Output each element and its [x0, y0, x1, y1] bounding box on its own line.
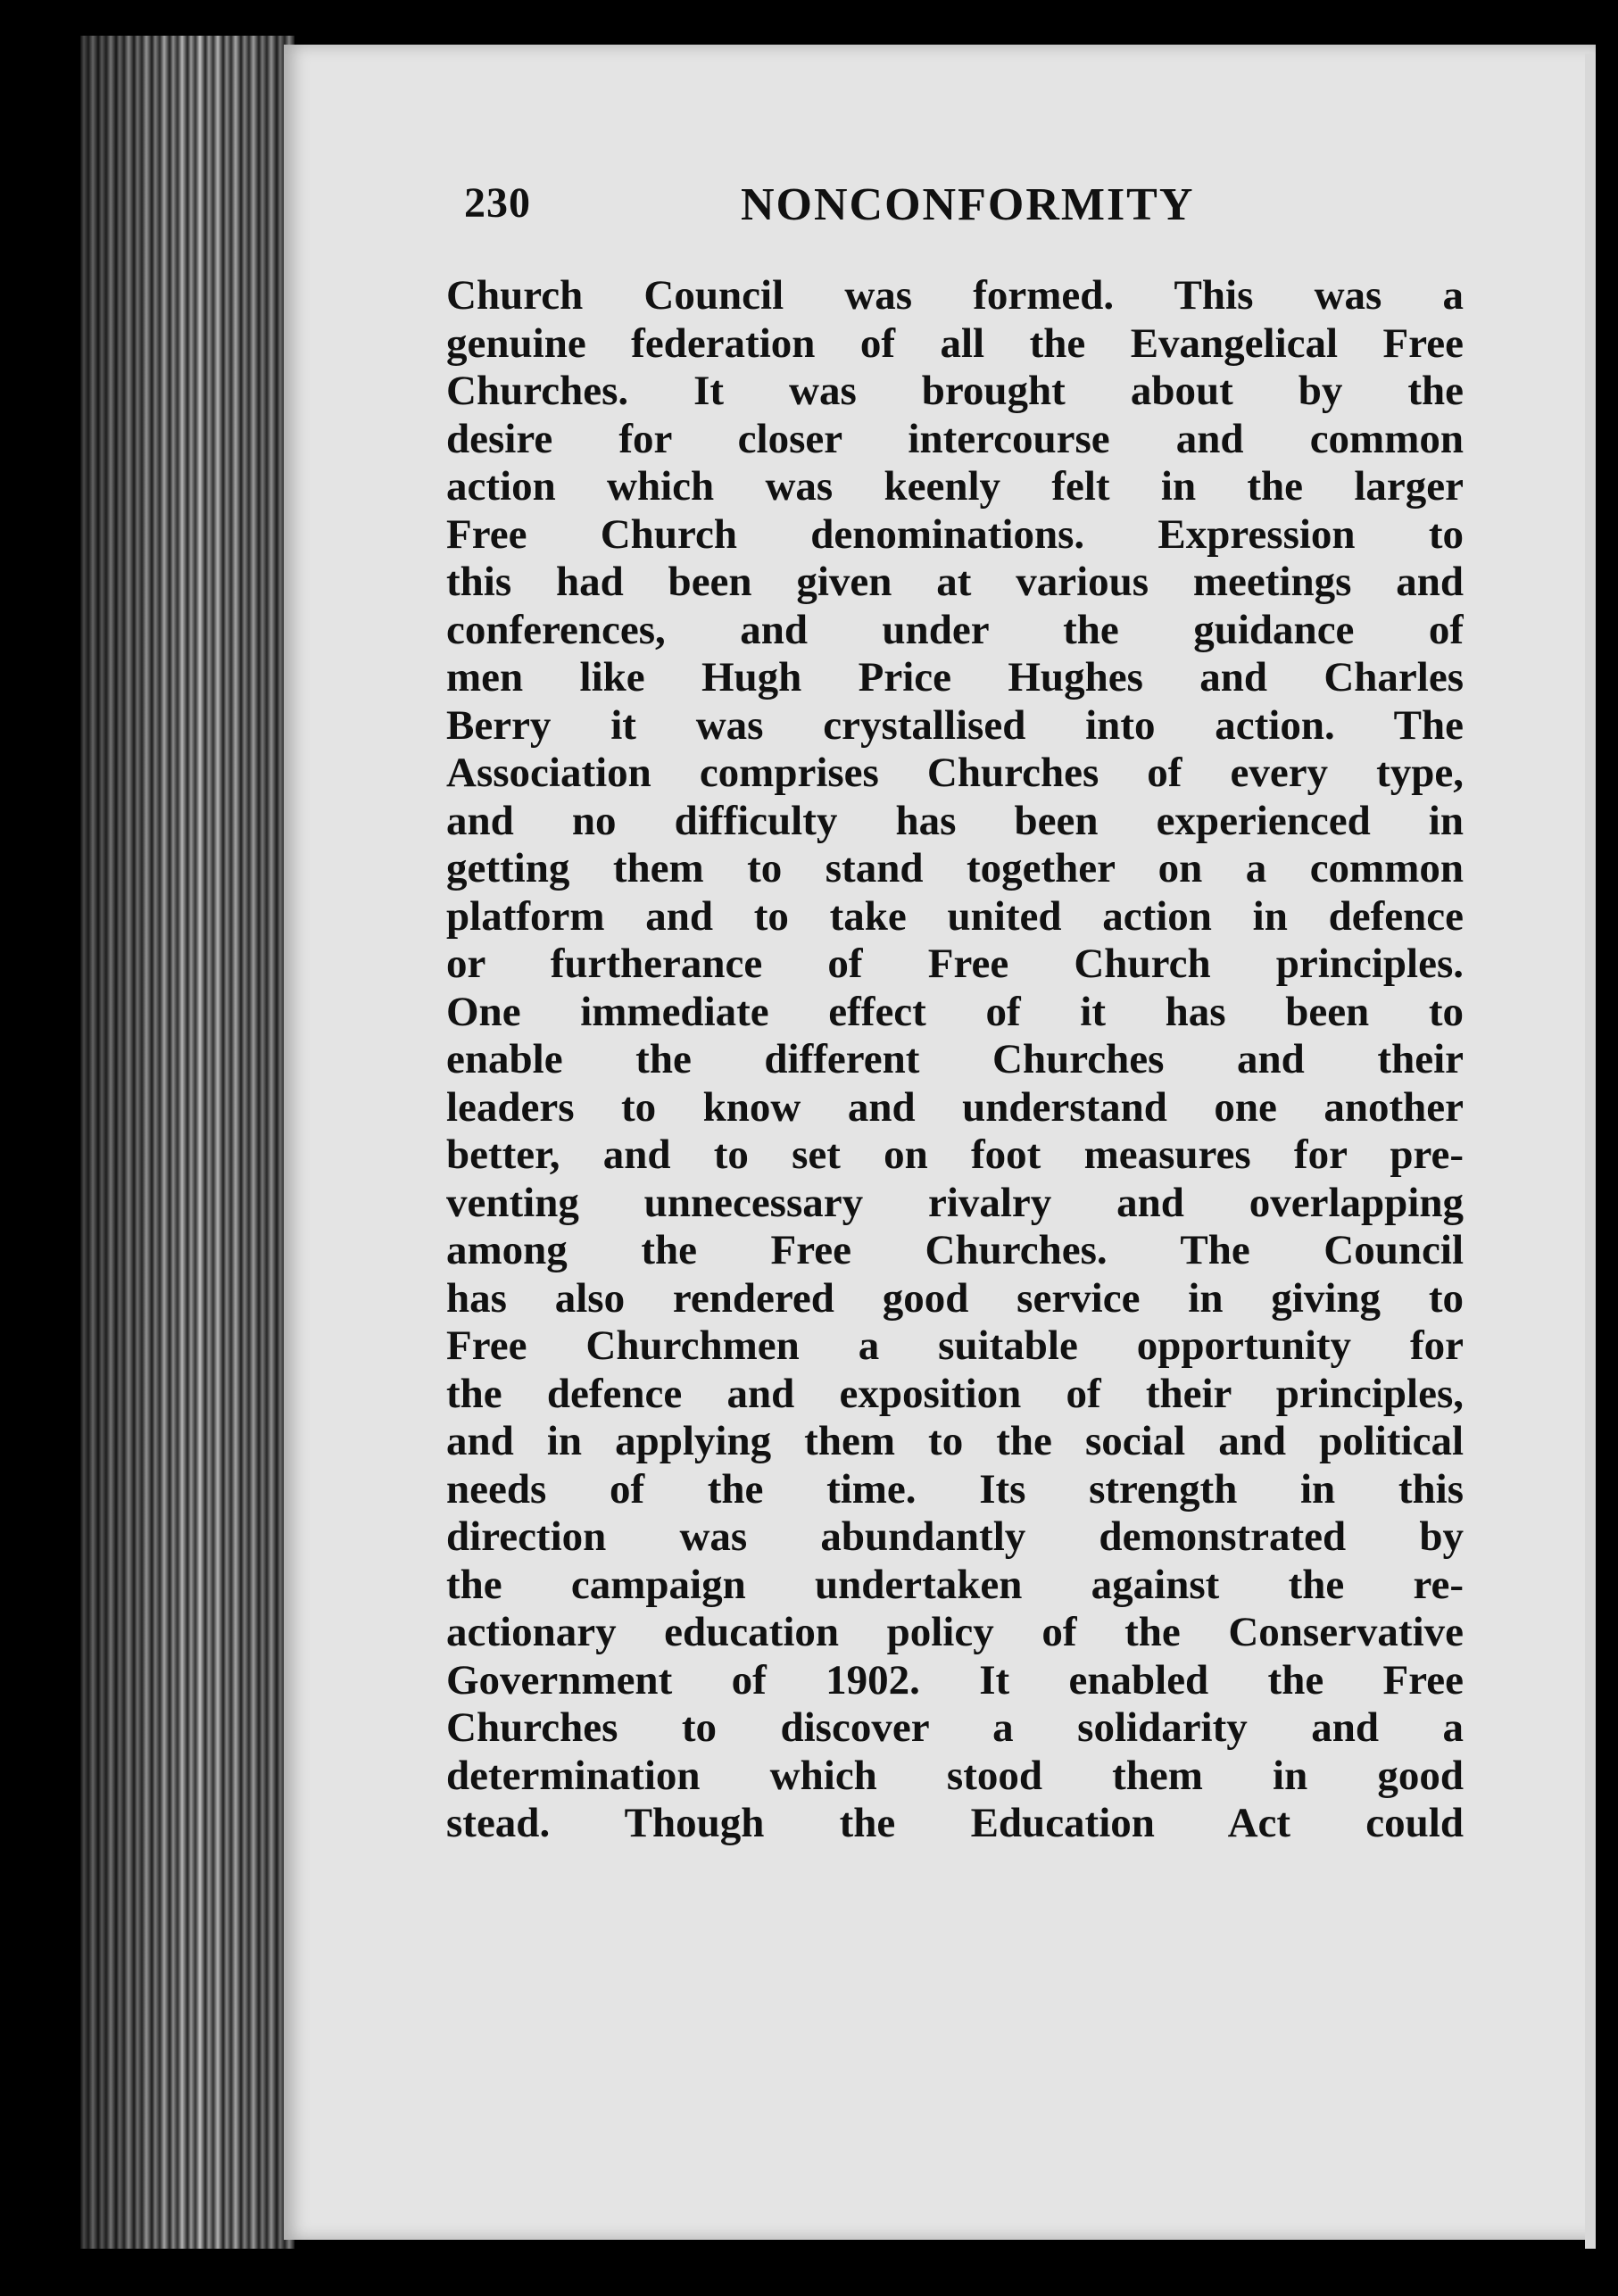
text-line: Free Church denominations. Expression to — [446, 510, 1464, 558]
text-line: the defence and exposition of their principles, — [446, 1370, 1464, 1417]
text-line: actionary education policy of the Conservative — [446, 1609, 1464, 1655]
text-line: stead. Though the Education Act could — [446, 1800, 1464, 1846]
page-number: 230 — [464, 179, 531, 227]
facing-page-edge — [1585, 54, 1596, 2249]
text-line: action which was keenly felt in the larger — [446, 463, 1464, 510]
page-header — [464, 178, 1464, 250]
book-edge-shadow — [80, 36, 295, 2249]
body-text — [446, 272, 1464, 1848]
text-line: Government of 1902. It enabled the Free — [446, 1656, 1464, 1703]
text-line: conferences, and under the guidance of — [446, 606, 1464, 653]
text-line: Free Churchmen a suitable opportunity for — [446, 1322, 1464, 1369]
text-line: among the Free Churches. The Council — [446, 1227, 1464, 1273]
text-line: enable the different Churches and their — [446, 1036, 1464, 1082]
text-line: and no difficulty has been experienced in — [446, 797, 1464, 844]
text-line: genuine federation of all the Evangelical Free — [446, 319, 1464, 367]
running-title: NONCONFORMITY — [741, 179, 1195, 230]
text-line: desire for closer intercourse and common — [446, 415, 1464, 462]
text-line: needs of the time. Its strength in this — [446, 1465, 1464, 1513]
text-line: better, and to set on foot measures for pre- — [446, 1131, 1464, 1178]
text-line: Churches. It was brought about by the — [446, 368, 1464, 414]
text-line: Association comprises Churches of every type, — [446, 750, 1464, 796]
text-line: venting unnecessary rivalry and overlapping — [446, 1179, 1464, 1226]
text-line: direction was abundantly demonstrated by — [446, 1513, 1464, 1560]
text-line: has also rendered good service in giving to — [446, 1274, 1464, 1322]
text-line: Churches to discover a solidarity and a — [446, 1704, 1464, 1751]
text-line: men like Hugh Price Hughes and Charles — [446, 654, 1464, 700]
text-line: platform and to take united action in defence — [446, 892, 1464, 940]
text-line: Church Council was formed. This was a — [446, 272, 1464, 319]
text-line: Berry it was crystallised into action. The — [446, 701, 1464, 749]
text-line: the campaign undertaken against the re- — [446, 1561, 1464, 1608]
text-line: leaders to know and understand one another — [446, 1083, 1464, 1131]
text-line: getting them to stand together on a common — [446, 845, 1464, 891]
text-line: and in applying them to the social and political — [446, 1418, 1464, 1464]
text-line: or furtherance of Free Church principles. — [446, 941, 1464, 987]
text-line: this had been given at various meetings and — [446, 559, 1464, 605]
text-line: determination which stood them in good — [446, 1752, 1464, 1799]
text-line: One immediate effect of it has been to — [446, 988, 1464, 1035]
